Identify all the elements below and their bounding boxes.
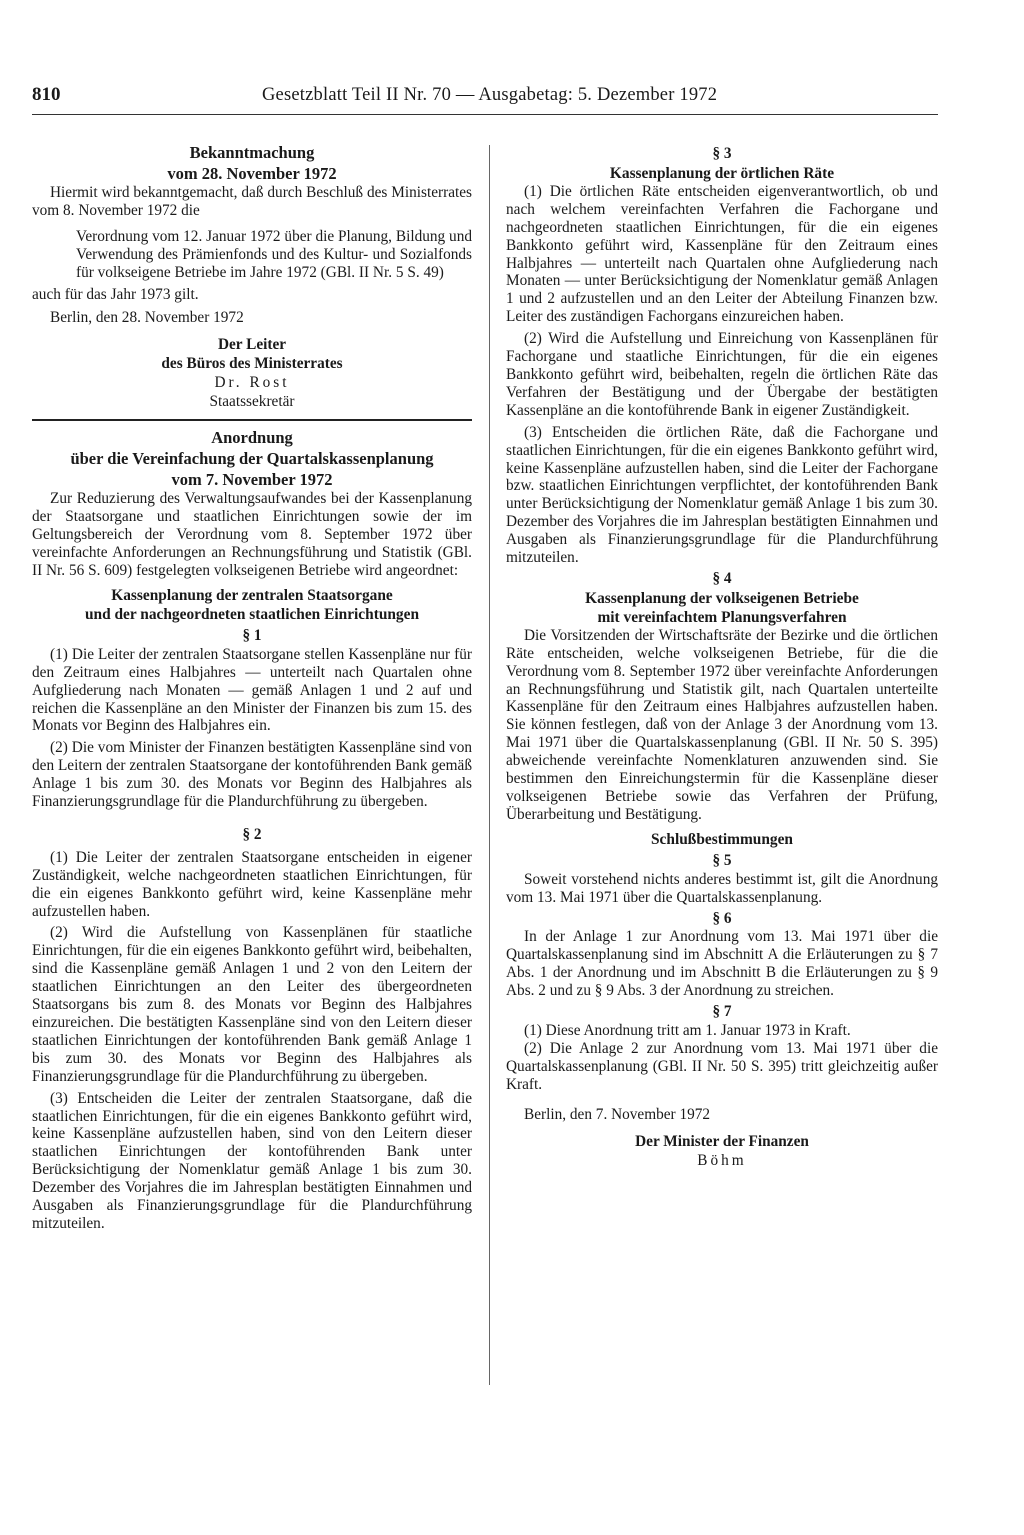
bekanntmachung-date-title: vom 28. November 1972: [167, 164, 337, 183]
section-7-para-2: (2) Die Anlage 2 zur Anordnung vom 13. Mai 1971 über die Quartalskassenplanung (GBl. II Nr. 50 S. 395) tritt gleichzeitig außer Kraft.: [506, 1039, 938, 1093]
column-divider: [489, 145, 490, 1385]
signature-title-2: des Büros des Ministerrates: [161, 355, 343, 373]
heading-zentrale-staatsorgane: Kassenplanung der zentralen Staatsorgane: [111, 586, 393, 604]
running-head: Gesetzblatt Teil II Nr. 70 — Ausgabetag: 5. Dezember 1972: [262, 85, 718, 105]
section-3: § 3: [712, 145, 732, 162]
section-3-heading: Kassenplanung der örtlichen Räte: [609, 164, 835, 182]
section-5: § 5: [712, 851, 732, 869]
section-3-para-3: (3) Entscheiden die örtlichen Räte, daß die Fachorgane und staatlichen Einrichtungen, für die ein eigenes Bankkonto geführt wird, keine Kassenpläne aufzustellen haben, sind die Leiter der Fachorgane bzw. staatlichen Einrichtungen verpflichtet, der kontoführenden Bank unter Berücksichtigung der Nomenklatur gemäß Anlage 1 bis zum 30. Dezember des Vorjahres die im Jahresplan bestätigten Einnahmen und Ausgaben als Finanzierungsgrundlage für die Plandurchführung mitzuteilen.: [506, 423, 938, 567]
anordnung-date-title: vom 7. November 1972: [171, 470, 333, 490]
final-provisions-heading: Schlußbestimmungen: [651, 830, 793, 848]
section-1-para-1: (1) Die Leiter der zentralen Staatsorgane stellen Kassenpläne nur für den Zeitraum eines Halbjahres — unterteilt nach Quartalen ohne Aufgliederung nach Monaten — gemäß Anlagen 1 und 2 auf und reichen die Kassenpläne an den Minister der Finanzen bis zum 15. des Monats vor Beginn des Halbjahres ein.: [32, 645, 472, 735]
section-4-heading-a: Kassenplanung der volkseigenen Betriebe: [585, 589, 859, 607]
minister-signature-title: Der Minister der Finanzen: [635, 1132, 809, 1150]
heading-nachgeordnete-einrichtungen: und der nachgeordneten staatlichen Einrichtungen: [84, 605, 420, 623]
page-header: [32, 84, 938, 115]
section-6: § 6: [712, 909, 732, 927]
signature-title-1: Der Leiter: [217, 336, 287, 354]
bekanntmachung-outro: auch für das Jahr 1973 gilt.: [32, 285, 199, 303]
anordnung-title: Anordnung: [211, 428, 293, 448]
signature-name: Dr. Rost: [214, 374, 290, 392]
section-1: § 1: [242, 626, 262, 644]
page-number: 810: [32, 84, 61, 105]
signature-role: Staatssekretär: [209, 393, 295, 411]
section-2-para-3: (3) Entscheiden die Leiter der zentralen Staatsorgane, daß die staatlichen Einrichtungen, für die ein eigenes Bankkonto geführt wird, keine Kassenpläne aufzustellen haben, sind von den Leitern dieser staatlichen Einrichtungen der kontoführenden Bank unter Berücksichtigung der Nomenklatur gemäß Anlage 1 bis zum 30. Dezember des Vorjahres die im Jahresplan bestätigten Einnahmen und Ausgaben als Finanzierungsgrundlage für die Plandurchführung mitzuteilen.: [32, 1089, 472, 1232]
section-5-para-1: Soweit vorstehend nichts anderes bestimmt ist, gilt die Anordnung vom 13. Mai 1971 über die Quartalskassenplanung.: [506, 870, 938, 906]
left-column: [32, 142, 472, 1233]
section-1-para-2: (2) Die vom Minister der Finanzen bestätigten Kassenpläne sind von den Leitern der zentralen Staatsorgane der kontoführenden Bank gemäß Anlage 1 bis zum 30. des Monats vor Beginn des Halbjahres als Finanzierungsgrundlage für die Plandurchführung zu übergeben.: [32, 739, 472, 811]
anordnung-preamble: Zur Reduzierung des Verwaltungsaufwandes bei der Kassenplanung der Staatsorgane und staatlichen Einrichtungen sowie der im Geltungsbereich der Verordnung vom 8. September 1972 über vereinfachte Anforderungen an Rechnungsführung und Statistik (GBl. II Nr. 56 S. 609) festgelegten volkseigenen Betriebe wird angeordnet:: [32, 490, 472, 579]
section-4-para-1: Die Vorsitzenden der Wirtschaftsräte der Bezirke und die örtlichen Räte entscheiden, welche volkseigenen Betriebe, für die die Verordnung vom 8. September 1972 über vereinfachte Anforderungen an Rechnungsführung und Statistik gilt, nach Quartalen unterteilte Kassenpläne für den Zeitraum eines Halbjahres aufzustellen haben. Sie können festlegen, daß von der Anlage 3 der Anordnung vom 13. Mai 1971 über die Quartalskassenplanung (GBl. II Nr. 50 S. 395) abweichende vereinfachte Nomenklaturen anzuwenden sind. Sie bestimmen den Einreichungstermin für die Kassenpläne dieser volkseigenen Betriebe sowie das Verfahren der Prüfung, Überarbeitung und Bestätigung.: [506, 626, 938, 823]
section-6-para-1: In der Anlage 1 zur Anordnung vom 13. Mai 1971 über die Quartalskassenplanung sind im Abschnitt A die Erläuterungen zu § 7 Abs. 1 der Anordnung und im Abschnitt B die Erläuterungen zu § 9 Abs. 2 und zu § 9 Abs. 3 der Anordnung zu streichen.: [506, 928, 938, 1000]
section-7: § 7: [712, 1003, 732, 1021]
anordnung-section: [32, 427, 472, 1233]
bekanntmachung-date: Berlin, den 28. November 1972: [50, 309, 244, 327]
section-rule: [32, 419, 472, 421]
section-4-heading-b: mit vereinfachtem Planungsverfahren: [597, 608, 847, 626]
section-3-para-1: (1) Die örtlichen Räte entscheiden eigenverantwortlich, ob und nach welchem vereinfachten Verfahren die Fachorgane und nachgeordneten staatlichen Einrichtungen, für die ein eigenes Bankkonto geführt wird, Kassenpläne für den Zeitraum eines Halbjahres — unterteilt nach Quartalen ohne Aufgliederung nach Monaten — unter Berücksichtigung der Nomenklatur gemäß Anlagen 1 und 2 aufzustellen und an den Leiter der Abteilung Finanzen bzw. Leiter des zuständigen Fachorgans einzureichen haben.: [506, 182, 938, 326]
bekanntmachung-intro: Hiermit wird bekanntgemacht, daß durch Beschluß des Ministerrates vom 8. November 1972 die: [32, 184, 472, 219]
anordnung-date: Berlin, den 7. November 1972: [524, 1105, 711, 1123]
minister-signature-name: Böhm: [697, 1151, 747, 1169]
bekanntmachung-section: [32, 142, 472, 411]
section-2: § 2: [242, 825, 262, 843]
right-column: [506, 142, 938, 1170]
section-3-para-2: (2) Wird die Aufstellung und Einreichung von Kassenplänen für Fachorgane und staatliche Einrichtungen, für die ein eigenes Bankkonto geführt wird, beibehalten, regeln die örtlichen Räte das Verfahren der Bestätigung und der Übergabe der bestätigten Kassenpläne an die kontoführende Bank in eigener Zuständigkeit.: [506, 330, 938, 419]
section-2-para-2: (2) Wird die Aufstellung von Kassenplänen für staatliche Einrichtungen, für die ein eigenes Bankkonto geführt wird, beibehalten, sind die Kassenpläne gemäß Anlagen 1 und 2 von den Leitern der staatlichen Einrichtungen an den Leiter des übergeordneten Staatsorgans bis zum 8. des Monats vor Beginn des Halbjahres einzureichen. Die bestätigten Kassenpläne sind von den Leitern dieser staatlichen Einrichtungen der kontoführenden Bank gemäß Anlage 1 bis zum 30. des Monats vor Beginn des Halbjahres als Finanzierungsgrundlage für die Plandurchführung zu übergeben.: [32, 924, 472, 1085]
bekanntmachung-quote: Verordnung vom 12. Januar 1972 über die Planung, Bildung und Verwendung des Prämienfonds und des Kultur- und Sozialfonds für volkseigene Betriebe im Jahre 1972 (GBl. II Nr. 5 S. 49): [76, 227, 472, 281]
anordnung-subject: über die Vereinfachung der Quartalskassenplanung: [70, 449, 434, 469]
section-7-para-1: (1) Diese Anordnung tritt am 1. Januar 1973 in Kraft.: [524, 1021, 851, 1039]
bekanntmachung-title: Bekanntmachung: [189, 143, 315, 162]
section-4: § 4: [712, 569, 732, 587]
section-2-para-1: (1) Die Leiter der zentralen Staatsorgane entscheiden in eigener Zuständigkeit, welche nachgeordneten staatlichen Einrichtungen, für die ein eigenes Bankkonto geführt wird, keine Kassenpläne mehr aufzustellen haben.: [32, 848, 472, 920]
